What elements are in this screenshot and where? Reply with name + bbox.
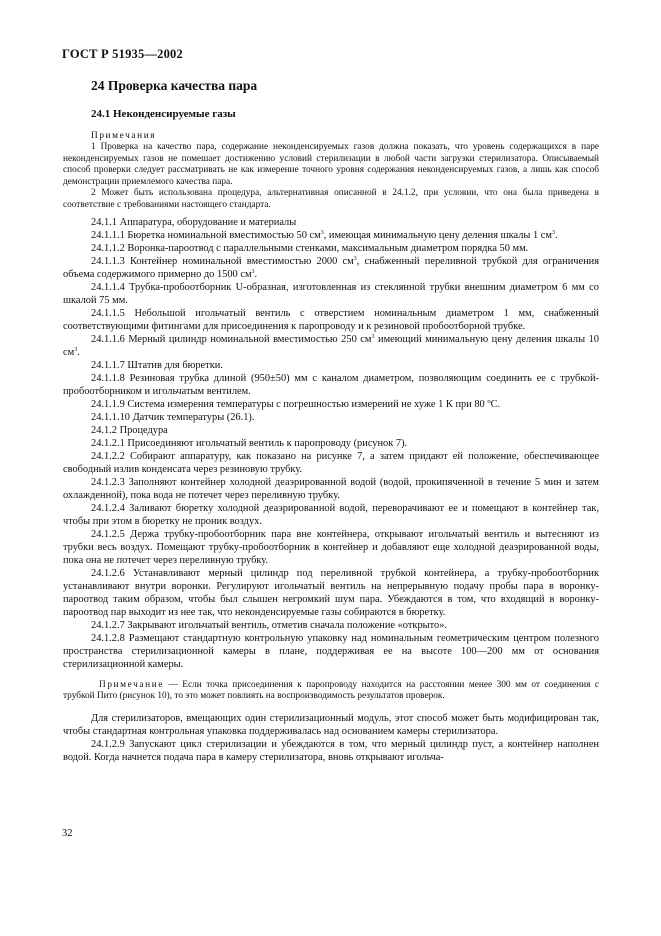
subsection-title: 24.1 Неконденсируемые газы xyxy=(91,108,236,120)
para-24-1-1-4: 24.1.1.4 Трубка-пробоотборник U-образная, изготовленная из стеклянной трубки внешним диаметром 6 мм со шкалой 75 мм. xyxy=(63,281,599,306)
para-24-1-1-5: 24.1.1.5 Небольшой игольчатый вентиль с отверстием номинальным диаметром 1 мм, снабженный соответствующими фитингами для присоединения к паропроводу и к резиновой пробоотборной трубке. xyxy=(63,307,599,332)
para-24-1-1-3: 24.1.1.3 Контейнер номинальной вместимостью 2000 $см^3$, снабженный переливной трубкой для ограничения объема содержимого примерно до 1500 $см^3$. xyxy=(63,255,600,280)
para-24-1-1-8: 24.1.1.8 Резиновая трубка длиной (950±50) мм с каналом диаметром, позволяющим соединить ее с трубкой-пробоотборником и игольчатым вентилем. xyxy=(63,372,599,397)
note-1: 1 Проверка на качество пара, содержание неконденсируемых газов должна показать, что уровень содержащихся в паре неконденсируемых газов не помешает достижению условий стерилизации в любой части загрузки стерилизатора. Описываемый способ проверки следует рассматривать не как измерение точного уровня содержания неконденсируемых газов, а лишь как способ демонстрации приемлемого качества пара. xyxy=(63,142,599,187)
para-24-1-1-7: 24.1.1.7 Штатив для бюретки. xyxy=(91,359,223,371)
para-24-1-2-7: 24.1.2.7 Закрывают игольчатый вентиль, отметив сначала положение «открыто». xyxy=(91,619,448,631)
note-2: 2 Может быть использована процедура, альтернативная описанной в 24.1.2, при условии, что она была приведена в соответствие с требованиями настоящего стандарта. xyxy=(63,188,599,210)
para-24-1-2-5: 24.1.2.5 Держа трубку-пробоотборник пара вне контейнера, открывают игольчатый вентиль и вытесняют из трубки весь воздух. Помещают трубку-пробоотборник в контейнер и добавляют еще холодной деаэрированной воды, пока она не потечет через переливную трубку. xyxy=(63,528,599,566)
note-pito xyxy=(63,680,599,703)
para-24-1-2-8: 24.1.2.8 Размещают стандартную контрольную упаковку над номинальным геометрическим центром полезного пространства стерилизационной камеры в плане, поддерживая ее на высоте 100—200 мм от основания стерилизационной камеры. xyxy=(63,632,599,670)
para-24-1-1-9: 24.1.1.9 Система измерения температуры с погрешностью измерений не хуже 1 К при 80 ºС. xyxy=(91,398,501,410)
para-24-1-2-3: 24.1.2.3 Заполняют контейнер холодной деаэрированной водой (водой, прокипяченной в течение 5 мин и затем охлажденной), пока вода не потечет через переливную трубку. xyxy=(63,476,599,501)
note-label: Примечание xyxy=(99,679,164,690)
page-number: 32 xyxy=(62,828,73,839)
section-title: 24 Проверка качества пара xyxy=(91,78,258,93)
para-24-1-2-4: 24.1.2.4 Заливают бюретку холодной деаэрированной водой, переворачивают ее и помещают в контейнер так, чтобы при этом в бюретку не проник воздух. xyxy=(63,502,599,527)
para-24-1-2-6: 24.1.2.6 Устанавливают мерный цилиндр под переливной трубкой контейнера, а трубку-пробоотборник устанавливают внутри воронки. Регулируют игольчатый вентиль на непрерывную подачу пробы пара в воронку-пароотвод таким образом, чтобы был слышен негромкий шум пара. Убеждаются в том, что входящий в воронку-пароотвод пар выходит из нее так, что неконденсируемые газы собираются в бюретку. xyxy=(63,567,599,618)
notes-heading: Примечания xyxy=(91,131,157,141)
para-24-1-1-1: 24.1.1.1 Бюретка номинальной вместимостью 50 $см^3$, имеющая минимальную цену деления шкалы 1 $см^3$. xyxy=(91,229,558,241)
para-24-1-2-2: 24.1.2.2 Собирают аппаратуру, как показано на рисунке 7, а затем придают ей положение, обеспечивающее свободный излив конденсата через резиновую трубку. xyxy=(63,450,599,475)
para-24-1-1-2: 24.1.1.2 Воронка-пароотвод с параллельными стенками, максимальным диаметром порядка 50 мм. xyxy=(91,242,529,254)
para-24-1-1-6: 24.1.1.6 Мерный цилиндр номинальной вместимостью 250 $см^3$ имеющий минимальную цену деления шкалы 10 $см^3$. xyxy=(63,333,599,358)
note-text: — Если точка присоединения к паропроводу находится на расстоянии менее 300 мм от соединения с трубкой Пито (рисунок 10), то это может повлиять на воспроизводимость результатов проверок. xyxy=(63,679,599,702)
para-24-1-1-10: 24.1.1.10 Датчик температуры (26.1). xyxy=(91,411,255,423)
para-24-1-1: 24.1.1 Аппаратура, оборудование и материалы xyxy=(91,216,297,228)
para-24-1-2-1: 24.1.2.1 Присоединяют игольчатый вентиль к паропроводу (рисунок 7). xyxy=(91,437,408,449)
standard-header: ГОСТ Р 51935—2002 xyxy=(62,47,183,61)
page-content xyxy=(63,74,599,764)
para-modular: Для стерилизаторов, вмещающих один стерилизационный модуль, этот способ может быть модифицирован так, чтобы стандартная контрольная упаковка поддерживалась над основанием камеры стерилизатора. xyxy=(63,712,599,737)
para-24-1-2-9: 24.1.2.9 Запускают цикл стерилизации и убеждаются в том, что мерный цилиндр пуст, а контейнер наполнен водой. Когда начнется подача пара в камеру стерилизатора, вновь открывают игольча- xyxy=(63,738,599,763)
para-24-1-2: 24.1.2 Процедура xyxy=(91,424,168,436)
